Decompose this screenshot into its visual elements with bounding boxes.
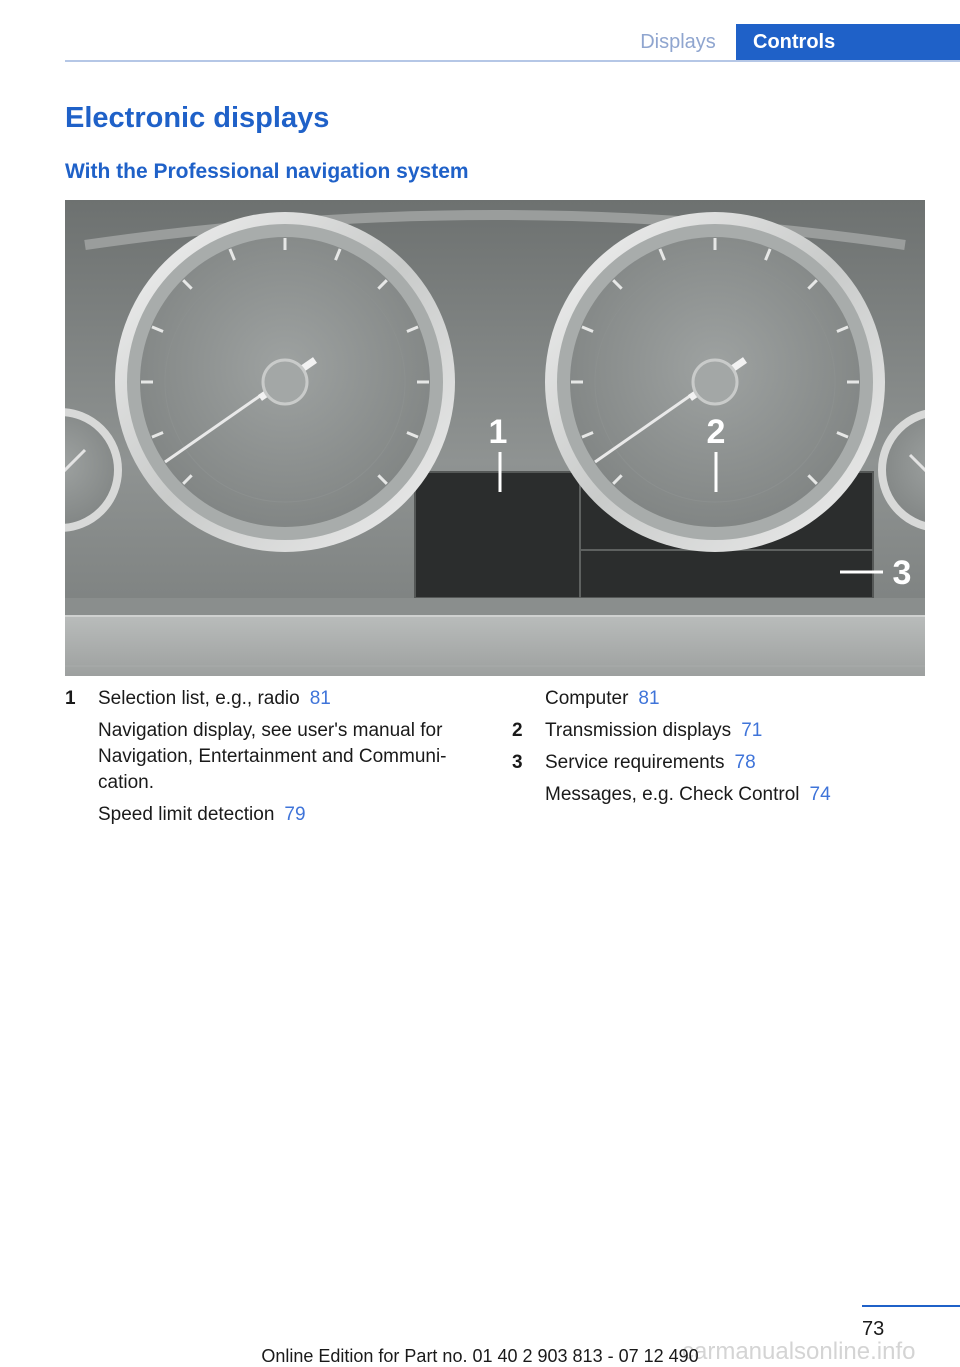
legend-text: Transmission displays <box>545 720 732 741</box>
footer-rule <box>862 1305 960 1307</box>
footer-note: Online Edition for Part no. 01 40 2 903 813 - 07 12 490 <box>261 1346 699 1366</box>
legend-number: 2 <box>512 720 523 741</box>
instrument-cluster-illustration <box>65 200 925 676</box>
legend-left-column <box>65 686 475 834</box>
legend-right-column <box>512 686 932 814</box>
header-rule <box>65 60 960 62</box>
page-title: Electronic displays <box>65 102 330 134</box>
page-reference-link[interactable]: 78 <box>734 752 756 773</box>
legend-text: Selection list, e.g., radio <box>98 688 300 709</box>
legend-number: 3 <box>512 752 523 773</box>
page-reference-link[interactable]: 81 <box>638 688 660 709</box>
legend-item-1 <box>65 686 475 828</box>
page-subtitle: With the Professional navigation system <box>65 160 469 183</box>
callout-3: 3 <box>892 554 912 592</box>
page-number: 73 <box>862 1318 885 1340</box>
legend-item-2 <box>512 718 932 744</box>
legend-text: Service requirements <box>545 752 725 773</box>
legend-number: 1 <box>65 688 76 709</box>
header-tabs <box>620 24 960 61</box>
legend-text: Speed limit detection <box>98 804 275 825</box>
chapter-tab[interactable]: Controls <box>736 24 960 61</box>
legend-item-continued <box>512 686 932 712</box>
page-reference-link[interactable]: 74 <box>809 784 831 805</box>
callout-2: 2 <box>706 413 726 451</box>
page-reference-link[interactable]: 71 <box>741 720 763 741</box>
watermark: carmanualsonline.info <box>682 1338 916 1365</box>
page-reference-link[interactable]: 79 <box>284 804 306 825</box>
legend-text: Navigation display, see user's manual for Navigation, Entertainment and Communi‐cation. <box>98 720 447 793</box>
legend-item-3 <box>512 750 932 808</box>
instrument-cluster-figure <box>65 200 925 676</box>
page-reference-link[interactable]: 81 <box>309 688 331 709</box>
section-tab[interactable]: Displays <box>640 31 716 53</box>
legend-text: Computer <box>545 688 629 709</box>
callout-1: 1 <box>488 413 508 451</box>
legend-text: Messages, e.g. Check Control <box>545 784 800 805</box>
